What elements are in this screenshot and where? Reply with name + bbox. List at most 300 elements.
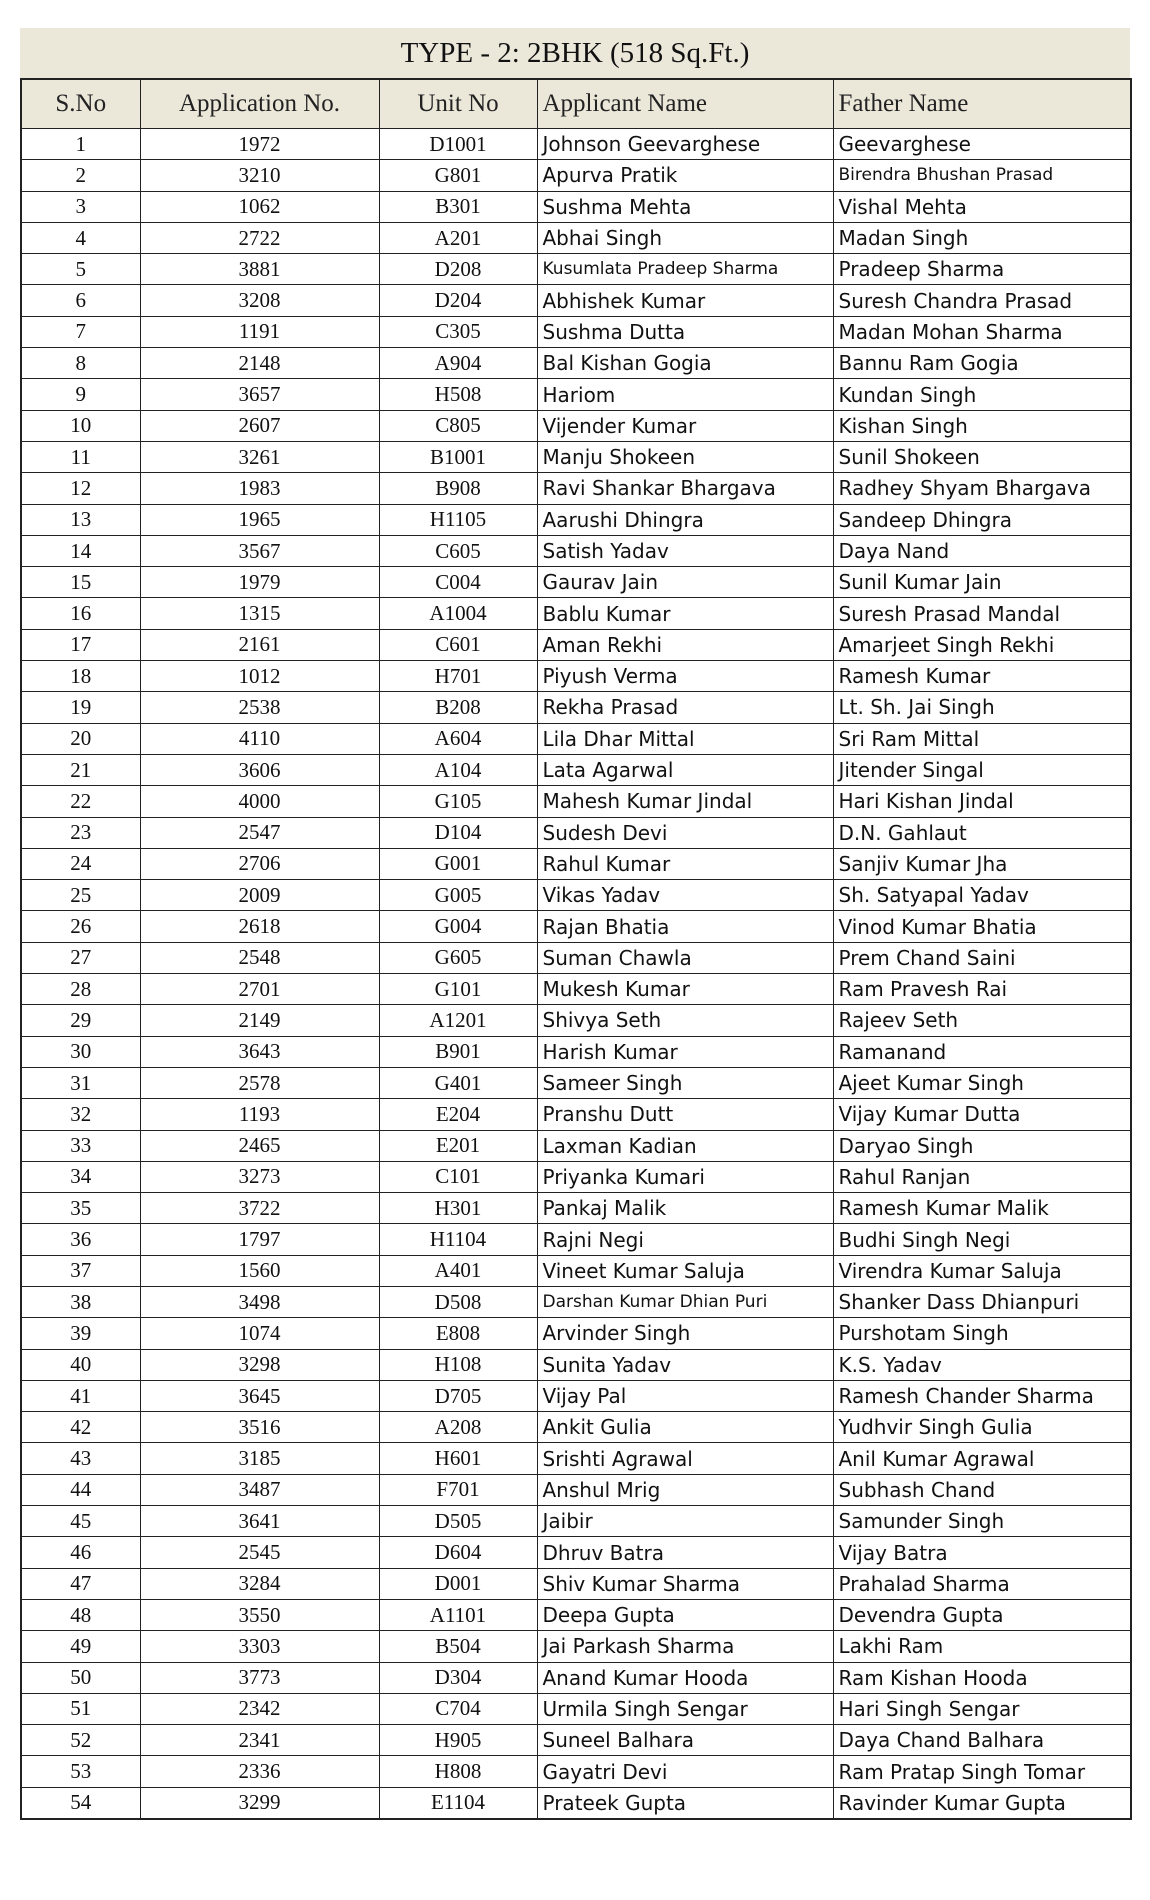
allotment-list [20,28,1130,1820]
table-row [21,692,1131,723]
cell-sno: 24 [21,848,140,879]
cell-application-no: 1193 [140,1099,379,1130]
cell-father-name: Samunder Singh [833,1506,1131,1537]
cell-unit-no: D508 [379,1286,537,1317]
cell-unit-no: C004 [379,567,537,598]
cell-sno: 39 [21,1318,140,1349]
cell-unit-no: G101 [379,974,537,1005]
table-row [21,1161,1131,1192]
table-row [21,1599,1131,1630]
cell-father-name: Daryao Singh [833,1130,1131,1161]
cell-application-no: 2149 [140,1005,379,1036]
cell-application-no: 1972 [140,129,379,160]
cell-unit-no: C805 [379,410,537,441]
cell-father-name: Rahul Ranjan [833,1161,1131,1192]
table-row [21,129,1131,160]
cell-unit-no: B504 [379,1631,537,1662]
cell-application-no: 2722 [140,222,379,253]
cell-father-name: Pradeep Sharma [833,254,1131,285]
cell-application-no: 1315 [140,598,379,629]
cell-application-no: 1979 [140,567,379,598]
cell-unit-no: D104 [379,817,537,848]
cell-application-no: 3210 [140,160,379,191]
cell-sno: 45 [21,1506,140,1537]
cell-father-name: Vinod Kumar Bhatia [833,911,1131,942]
table-row [21,1662,1131,1693]
cell-father-name: Lakhi Ram [833,1631,1131,1662]
cell-sno: 52 [21,1725,140,1756]
table-row [21,285,1131,316]
cell-application-no: 3567 [140,535,379,566]
cell-applicant-name: Hariom [537,379,833,410]
header-application-no: Application No. [140,79,379,129]
cell-applicant-name: Apurva Pratik [537,160,833,191]
cell-applicant-name: Prateek Gupta [537,1787,833,1819]
table-row [21,473,1131,504]
cell-sno: 5 [21,254,140,285]
cell-applicant-name: Deepa Gupta [537,1599,833,1630]
cell-sno: 26 [21,911,140,942]
cell-application-no: 3643 [140,1036,379,1067]
cell-sno: 7 [21,316,140,347]
table-row [21,974,1131,1005]
cell-application-no: 3284 [140,1568,379,1599]
cell-sno: 43 [21,1443,140,1474]
cell-father-name: Ram Kishan Hooda [833,1662,1131,1693]
cell-applicant-name: Kusumlata Pradeep Sharma [537,254,833,285]
cell-unit-no: B908 [379,473,537,504]
header-sno: S.No [21,79,140,129]
cell-father-name: Subhash Chand [833,1474,1131,1505]
cell-father-name: Jitender Singal [833,754,1131,785]
cell-sno: 4 [21,222,140,253]
cell-unit-no: B301 [379,191,537,222]
cell-unit-no: C101 [379,1161,537,1192]
table-row [21,1318,1131,1349]
cell-applicant-name: Priyanka Kumari [537,1161,833,1192]
table-row [21,1443,1131,1474]
cell-application-no: 2618 [140,911,379,942]
cell-unit-no: A1004 [379,598,537,629]
cell-applicant-name: Rajni Negi [537,1224,833,1255]
cell-unit-no: B901 [379,1036,537,1067]
cell-application-no: 1983 [140,473,379,504]
header-applicant-name: Applicant Name [537,79,833,129]
table-row [21,880,1131,911]
cell-unit-no: D505 [379,1506,537,1537]
cell-unit-no: H108 [379,1349,537,1380]
cell-sno: 46 [21,1537,140,1568]
table-row [21,1067,1131,1098]
cell-unit-no: H508 [379,379,537,410]
cell-father-name: Vijay Batra [833,1537,1131,1568]
cell-sno: 8 [21,348,140,379]
cell-unit-no: H601 [379,1443,537,1474]
cell-applicant-name: Mukesh Kumar [537,974,833,1005]
table-row [21,911,1131,942]
cell-sno: 3 [21,191,140,222]
cell-sno: 29 [21,1005,140,1036]
cell-sno: 48 [21,1599,140,1630]
table-row [21,1631,1131,1662]
cell-sno: 41 [21,1380,140,1411]
cell-application-no: 1965 [140,504,379,535]
cell-applicant-name: Sunita Yadav [537,1349,833,1380]
cell-sno: 34 [21,1161,140,1192]
cell-applicant-name: Satish Yadav [537,535,833,566]
cell-application-no: 2341 [140,1725,379,1756]
cell-father-name: Daya Chand Balhara [833,1725,1131,1756]
cell-father-name: Devendra Gupta [833,1599,1131,1630]
cell-sno: 51 [21,1693,140,1724]
cell-applicant-name: Harish Kumar [537,1036,833,1067]
cell-applicant-name: Shiv Kumar Sharma [537,1568,833,1599]
cell-applicant-name: Anshul Mrig [537,1474,833,1505]
table-row [21,1036,1131,1067]
cell-father-name: Suresh Chandra Prasad [833,285,1131,316]
cell-application-no: 3185 [140,1443,379,1474]
cell-application-no: 1062 [140,191,379,222]
cell-father-name: Purshotam Singh [833,1318,1131,1349]
cell-unit-no: H301 [379,1193,537,1224]
cell-sno: 1 [21,129,140,160]
cell-unit-no: C704 [379,1693,537,1724]
cell-unit-no: H808 [379,1756,537,1787]
cell-sno: 14 [21,535,140,566]
cell-application-no: 3299 [140,1787,379,1819]
cell-unit-no: G005 [379,880,537,911]
cell-unit-no: G001 [379,848,537,879]
table-row [21,441,1131,472]
cell-application-no: 3303 [140,1631,379,1662]
cell-sno: 15 [21,567,140,598]
cell-applicant-name: Aman Rekhi [537,629,833,660]
cell-father-name: Anil Kumar Agrawal [833,1443,1131,1474]
table-row [21,1537,1131,1568]
cell-application-no: 2161 [140,629,379,660]
cell-father-name: Hari Kishan Jindal [833,786,1131,817]
cell-unit-no: A401 [379,1255,537,1286]
cell-application-no: 2342 [140,1693,379,1724]
cell-father-name: Bannu Ram Gogia [833,348,1131,379]
cell-application-no: 3516 [140,1412,379,1443]
cell-application-no: 3208 [140,285,379,316]
cell-sno: 11 [21,441,140,472]
cell-father-name: Kundan Singh [833,379,1131,410]
cell-sno: 53 [21,1756,140,1787]
cell-sno: 12 [21,473,140,504]
table-row [21,1693,1131,1724]
cell-sno: 17 [21,629,140,660]
cell-sno: 49 [21,1631,140,1662]
cell-application-no: 3773 [140,1662,379,1693]
cell-applicant-name: Dhruv Batra [537,1537,833,1568]
cell-applicant-name: Gaurav Jain [537,567,833,598]
cell-applicant-name: Shivya Seth [537,1005,833,1036]
cell-application-no: 3722 [140,1193,379,1224]
cell-father-name: Lt. Sh. Jai Singh [833,692,1131,723]
cell-sno: 40 [21,1349,140,1380]
cell-father-name: Yudhvir Singh Gulia [833,1412,1131,1443]
cell-applicant-name: Sushma Dutta [537,316,833,347]
table-row [21,1725,1131,1756]
cell-father-name: Daya Nand [833,535,1131,566]
table-row [21,1787,1131,1819]
cell-applicant-name: Jaibir [537,1506,833,1537]
cell-applicant-name: Sameer Singh [537,1067,833,1098]
cell-father-name: Radhey Shyam Bhargava [833,473,1131,504]
cell-applicant-name: Vijay Pal [537,1380,833,1411]
cell-sno: 25 [21,880,140,911]
table-row [21,661,1131,692]
cell-sno: 18 [21,661,140,692]
cell-applicant-name: Lata Agarwal [537,754,833,785]
cell-application-no: 4110 [140,723,379,754]
table-row [21,1380,1131,1411]
cell-applicant-name: Urmila Singh Sengar [537,1693,833,1724]
cell-unit-no: E201 [379,1130,537,1161]
cell-application-no: 3657 [140,379,379,410]
cell-unit-no: B1001 [379,441,537,472]
cell-father-name: Sh. Satyapal Yadav [833,880,1131,911]
cell-applicant-name: Sudesh Devi [537,817,833,848]
cell-unit-no: A604 [379,723,537,754]
cell-applicant-name: Ravi Shankar Bhargava [537,473,833,504]
table-row [21,410,1131,441]
cell-applicant-name: Manju Shokeen [537,441,833,472]
table-row [21,1412,1131,1443]
table-body [21,129,1131,1820]
cell-sno: 10 [21,410,140,441]
cell-unit-no: E204 [379,1099,537,1130]
cell-sno: 54 [21,1787,140,1819]
cell-applicant-name: Abhai Singh [537,222,833,253]
cell-father-name: Ramesh Kumar Malik [833,1193,1131,1224]
cell-sno: 23 [21,817,140,848]
cell-application-no: 3641 [140,1506,379,1537]
cell-applicant-name: Rekha Prasad [537,692,833,723]
cell-sno: 6 [21,285,140,316]
cell-unit-no: C605 [379,535,537,566]
cell-father-name: D.N. Gahlaut [833,817,1131,848]
cell-applicant-name: Darshan Kumar Dhian Puri [537,1286,833,1317]
table-row [21,1474,1131,1505]
cell-father-name: Shanker Dass Dhianpuri [833,1286,1131,1317]
table-row [21,567,1131,598]
cell-applicant-name: Suman Chawla [537,942,833,973]
table-row [21,191,1131,222]
table-row [21,754,1131,785]
cell-father-name: Ravinder Kumar Gupta [833,1787,1131,1819]
cell-application-no: 2607 [140,410,379,441]
cell-father-name: Suresh Prasad Mandal [833,598,1131,629]
cell-unit-no: G801 [379,160,537,191]
cell-applicant-name: Ankit Gulia [537,1412,833,1443]
cell-applicant-name: Rahul Kumar [537,848,833,879]
cell-application-no: 2009 [140,880,379,911]
cell-applicant-name: Pankaj Malik [537,1193,833,1224]
cell-unit-no: G401 [379,1067,537,1098]
cell-unit-no: E808 [379,1318,537,1349]
table-row [21,786,1131,817]
table-row [21,1005,1131,1036]
cell-applicant-name: Bablu Kumar [537,598,833,629]
cell-unit-no: D1001 [379,129,537,160]
table-row [21,723,1131,754]
cell-application-no: 2548 [140,942,379,973]
cell-sno: 22 [21,786,140,817]
cell-father-name: Madan Singh [833,222,1131,253]
cell-father-name: Rajeev Seth [833,1005,1131,1036]
table-row [21,316,1131,347]
cell-unit-no: H701 [379,661,537,692]
cell-sno: 21 [21,754,140,785]
cell-father-name: Birendra Bhushan Prasad [833,160,1131,191]
cell-application-no: 2336 [140,1756,379,1787]
table-row [21,160,1131,191]
cell-sno: 33 [21,1130,140,1161]
table-row [21,1255,1131,1286]
table-row [21,1193,1131,1224]
table-row [21,629,1131,660]
table-row [21,848,1131,879]
cell-unit-no: H1104 [379,1224,537,1255]
cell-sno: 47 [21,1568,140,1599]
header-unit-no: Unit No [379,79,537,129]
table-row [21,348,1131,379]
cell-application-no: 1191 [140,316,379,347]
cell-applicant-name: Suneel Balhara [537,1725,833,1756]
cell-sno: 44 [21,1474,140,1505]
cell-applicant-name: Abhishek Kumar [537,285,833,316]
cell-applicant-name: Anand Kumar Hooda [537,1662,833,1693]
cell-application-no: 2706 [140,848,379,879]
cell-unit-no: D604 [379,1537,537,1568]
cell-application-no: 3298 [140,1349,379,1380]
cell-father-name: Sunil Kumar Jain [833,567,1131,598]
cell-unit-no: A1201 [379,1005,537,1036]
table-row [21,598,1131,629]
cell-father-name: Sri Ram Mittal [833,723,1131,754]
cell-application-no: 2547 [140,817,379,848]
cell-application-no: 2545 [140,1537,379,1568]
cell-unit-no: E1104 [379,1787,537,1819]
table-row [21,504,1131,535]
cell-father-name: Amarjeet Singh Rekhi [833,629,1131,660]
cell-unit-no: D204 [379,285,537,316]
cell-sno: 27 [21,942,140,973]
cell-unit-no: G605 [379,942,537,973]
cell-father-name: Prem Chand Saini [833,942,1131,973]
cell-sno: 16 [21,598,140,629]
cell-unit-no: C601 [379,629,537,660]
cell-father-name: Madan Mohan Sharma [833,316,1131,347]
cell-sno: 28 [21,974,140,1005]
cell-application-no: 2578 [140,1067,379,1098]
cell-father-name: Ram Pravesh Rai [833,974,1131,1005]
cell-application-no: 1074 [140,1318,379,1349]
cell-application-no: 2538 [140,692,379,723]
cell-applicant-name: Aarushi Dhingra [537,504,833,535]
cell-application-no: 3498 [140,1286,379,1317]
cell-application-no: 2701 [140,974,379,1005]
cell-application-no: 1560 [140,1255,379,1286]
table-row [21,1224,1131,1255]
cell-applicant-name: Arvinder Singh [537,1318,833,1349]
cell-unit-no: H905 [379,1725,537,1756]
cell-applicant-name: Jai Parkash Sharma [537,1631,833,1662]
table-row [21,254,1131,285]
table-row [21,379,1131,410]
cell-unit-no: A208 [379,1412,537,1443]
cell-sno: 35 [21,1193,140,1224]
cell-unit-no: G105 [379,786,537,817]
cell-applicant-name: Mahesh Kumar Jindal [537,786,833,817]
cell-unit-no: H1105 [379,504,537,535]
cell-sno: 42 [21,1412,140,1443]
cell-application-no: 3273 [140,1161,379,1192]
table-row [21,1568,1131,1599]
cell-unit-no: B208 [379,692,537,723]
cell-father-name: Kishan Singh [833,410,1131,441]
cell-sno: 30 [21,1036,140,1067]
cell-sno: 2 [21,160,140,191]
allotment-table [20,78,1132,1820]
cell-father-name: Ajeet Kumar Singh [833,1067,1131,1098]
cell-unit-no: F701 [379,1474,537,1505]
cell-unit-no: G004 [379,911,537,942]
cell-unit-no: D304 [379,1662,537,1693]
cell-applicant-name: Lila Dhar Mittal [537,723,833,754]
cell-father-name: Ram Pratap Singh Tomar [833,1756,1131,1787]
cell-father-name: Vishal Mehta [833,191,1131,222]
cell-father-name: Geevarghese [833,129,1131,160]
cell-unit-no: C305 [379,316,537,347]
cell-applicant-name: Vineet Kumar Saluja [537,1255,833,1286]
cell-application-no: 3261 [140,441,379,472]
cell-application-no: 2465 [140,1130,379,1161]
cell-application-no: 1012 [140,661,379,692]
cell-sno: 13 [21,504,140,535]
cell-applicant-name: Pranshu Dutt [537,1099,833,1130]
cell-unit-no: A904 [379,348,537,379]
cell-application-no: 3645 [140,1380,379,1411]
cell-application-no: 3550 [140,1599,379,1630]
table-row [21,1286,1131,1317]
cell-sno: 31 [21,1067,140,1098]
cell-application-no: 2148 [140,348,379,379]
cell-father-name: Ramesh Chander Sharma [833,1380,1131,1411]
cell-unit-no: A201 [379,222,537,253]
table-row [21,1130,1131,1161]
cell-sno: 20 [21,723,140,754]
cell-application-no: 1797 [140,1224,379,1255]
cell-father-name: Hari Singh Sengar [833,1693,1131,1724]
cell-applicant-name: Piyush Verma [537,661,833,692]
header-father-name: Father Name [833,79,1131,129]
cell-applicant-name: Vijender Kumar [537,410,833,441]
cell-unit-no: D001 [379,1568,537,1599]
cell-father-name: Ramanand [833,1036,1131,1067]
cell-unit-no: A104 [379,754,537,785]
table-row [21,1756,1131,1787]
cell-unit-no: A1101 [379,1599,537,1630]
cell-father-name: Vijay Kumar Dutta [833,1099,1131,1130]
cell-applicant-name: Srishti Agrawal [537,1443,833,1474]
cell-unit-no: D208 [379,254,537,285]
cell-sno: 36 [21,1224,140,1255]
cell-application-no: 3487 [140,1474,379,1505]
